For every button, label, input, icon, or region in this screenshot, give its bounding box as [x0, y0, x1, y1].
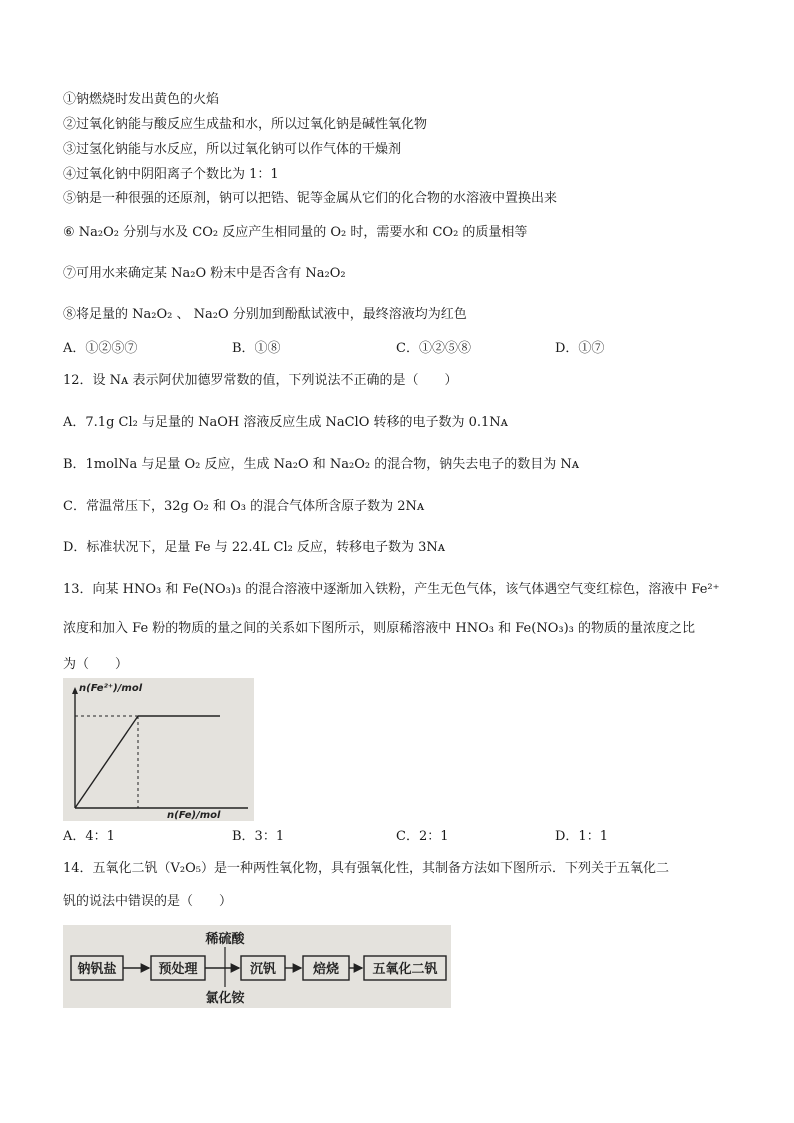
x-axis-label: n(Fe)/mol	[167, 810, 221, 821]
statement-6: ⑥ Na₂O₂ 分别与水及 CO₂ 反应产生相同量的 O₂ 时，需要水和 CO₂ 的质量相等	[63, 225, 528, 240]
q12-option-c[interactable]: C．常温常压下，32g O₂ 和 O₃ 的混合气体所含原子数为 2Nᴀ	[63, 499, 425, 514]
q13-option-a[interactable]: A．4：1	[63, 829, 115, 844]
statement-4: ④过氧化钠中阴阳离子个数比为 1：1	[63, 167, 279, 182]
statement-3: ③过氢化钠能与水反应，所以过氧化钠可以作气体的干燥剂	[63, 142, 402, 157]
q12-stem: 12．设 Nᴀ 表示阿伏加德罗常数的值，下列说法不正确的是（ ）	[63, 373, 458, 388]
statement-2: ②过氧化钠能与酸反应生成盐和水，所以过氧化钠是碱性氧化物	[63, 117, 428, 132]
q11-option-a[interactable]: A．①②⑤⑦	[63, 341, 138, 356]
statement-1: ①钠燃烧时发出黄色的火焰	[63, 92, 220, 107]
q13-options	[63, 828, 663, 846]
q11-option-d[interactable]: D．①⑦	[555, 341, 605, 356]
q12-option-b[interactable]: B．1molNa 与足量 O₂ 反应，生成 Na₂O 和 Na₂O₂ 的混合物，钠失去电子的数目为 Nᴀ	[63, 457, 580, 472]
reagent-top-label: 稀硫酸	[205, 932, 245, 947]
rising-line	[75, 716, 138, 808]
y-axis-arrow	[72, 687, 78, 694]
q14-flowchart	[63, 925, 451, 1008]
statement-8: ⑧将足量的 Na₂O₂ 、 Na₂O 分别加到酚酞试液中，最终溶液均为红色	[63, 307, 467, 322]
reagent-bottom-label: 氯化铵	[205, 991, 245, 1006]
q11-option-c[interactable]: C．①②⑤⑧	[396, 341, 471, 356]
q11-option-b[interactable]: B．①⑧	[232, 341, 281, 356]
statement-7: ⑦可用水来确定某 Na₂O 粉末中是否含有 Na₂O₂	[63, 266, 346, 281]
step-2-label: 预处理	[158, 962, 198, 977]
q12-option-a[interactable]: A．7.1g Cl₂ 与足量的 NaOH 溶液反应生成 NaClO 转移的电子数为 0.1Nᴀ	[63, 415, 509, 430]
q13-option-c[interactable]: C．2：1	[396, 829, 449, 844]
q11-options	[63, 340, 663, 358]
q13-stem-line2: 浓度和加入 Fe 粉的物质的量之间的关系如下图所示，则原稀溶液中 HNO₃ 和 Fe(NO₃)₃ 的物质的量浓度之比	[63, 621, 695, 636]
step-3-label: 沉钒	[249, 962, 277, 977]
q14-stem-line1: 14．五氧化二钒（V₂O₅）是一种两性氧化物，具有强氧化性，其制备方法如下图所示．下列关于五氧化二	[63, 861, 670, 876]
q13-stem-line1: 13．向某 HNO₃ 和 Fe(NO₃)₃ 的混合溶液中逐渐加入铁粉，产生无色气体，该气体遇空气变红棕色，溶液中 Fe²⁺	[63, 582, 720, 597]
q13-option-b[interactable]: B．3：1	[232, 829, 285, 844]
q12-option-d[interactable]: D．标准状况下，足量 Fe 与 22.4L Cl₂ 反应，转移电子数为 3Nᴀ	[63, 540, 446, 555]
y-axis-label: n(Fe²⁺)/mol	[79, 683, 143, 694]
q13-stem-line3: 为（ ）	[63, 657, 129, 672]
step-4-label: 焙烧	[312, 962, 340, 977]
step-1-label: 钠钒盐	[77, 962, 117, 977]
q13-option-d[interactable]: D．1：1	[555, 829, 608, 844]
q14-stem-line2: 钒的说法中错误的是（ ）	[63, 894, 233, 909]
step-5-label: 五氧化二钒	[372, 962, 438, 977]
q13-graph	[63, 678, 254, 821]
statement-5: ⑤钠是一种很强的还原剂，钠可以把锆、铌等金属从它们的化合物的水溶液中置换出来	[63, 191, 558, 206]
